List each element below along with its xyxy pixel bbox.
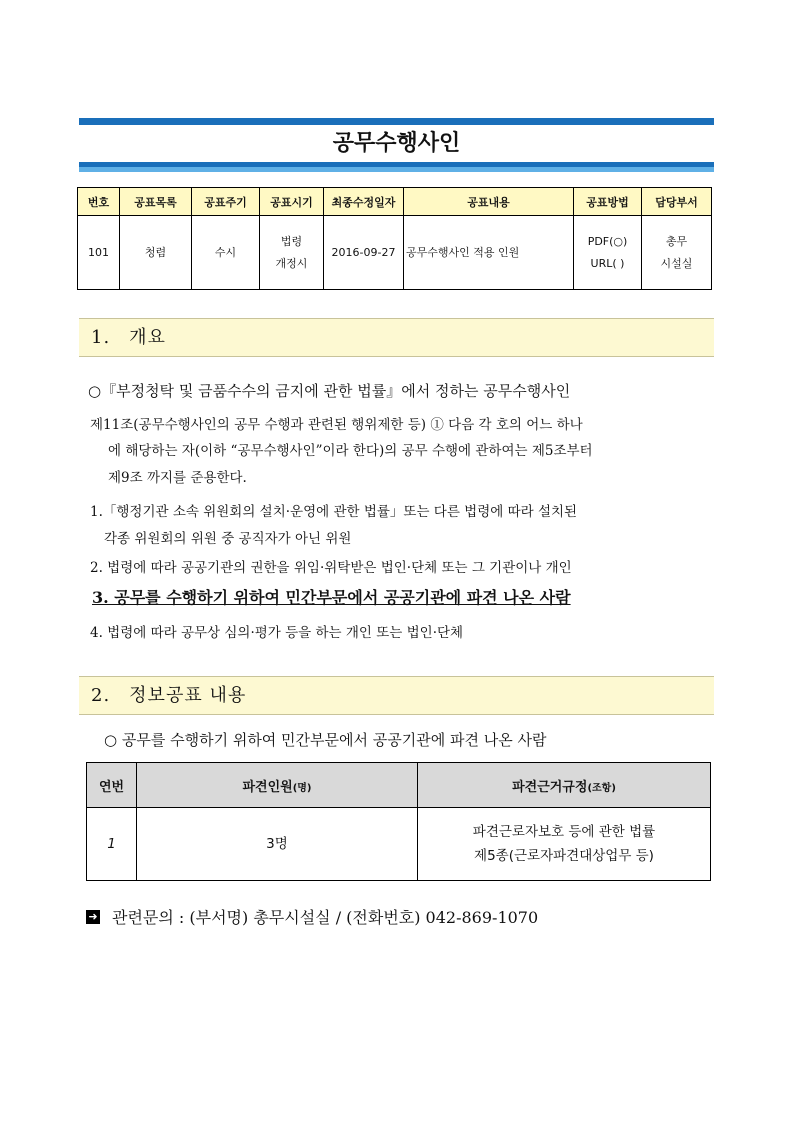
cell-count: 3명 [137,808,418,881]
column-header: 번호 [78,188,120,216]
section1-header [79,318,714,357]
dispatch-table-header-row [87,763,711,808]
column-header-count-unit: (명) [292,782,312,794]
section1-item1-line2: 각종 위원회의 위원 중 공직자가 아닌 위원 [104,531,352,547]
cell-timing-line2: 개정시 [275,256,308,270]
cell-cycle: 수시 [192,216,260,290]
column-header-serial: 연번 [87,763,137,808]
section1-article-line3: 제9조 까지를 준용한다. [108,470,247,486]
disclosure-table [77,187,712,290]
section1-item3: 3. 공무를 수행하기 위하여 민간부문에서 공공기관에 파견 나온 사람 [92,588,571,607]
page-title: 공무수행사인 [332,131,461,156]
column-header: 공표방법 [574,188,642,216]
section1-article-line2: 에 해당하는 자(이하 “공무수행사인”이라 한다)의 공무 수행에 관하여는 제5조부터 [108,443,593,459]
column-header: 공표목록 [120,188,192,216]
cell-number: 101 [78,216,120,290]
cell-modified-date: 2016-09-27 [324,216,404,290]
cell-department-line2: 시설실 [660,256,693,270]
arrow-right-icon: ➜ [86,910,100,924]
section1-title: 1. 개요 [91,327,166,348]
cell-method-line1: PDF(○) [587,234,628,248]
column-header-rule [418,763,711,808]
table-row [78,216,712,290]
column-header: 최종수정일자 [324,188,404,216]
contact-info: 관련문의 : (부서명) 총무시설실 / (전화번호) 042-869-1070 [112,908,539,927]
cell-serial: 1 [87,808,137,881]
cell-method-line2: URL( ) [590,256,625,270]
section1-intro: ○『부정청탁 및 금품수수의 금지에 관한 법률』에서 정하는 공무수행사인 [88,382,571,400]
column-header: 공표내용 [404,188,574,216]
section2-header [79,676,714,715]
column-header-count-label: 파견인원 [242,779,293,795]
column-header: 담당부서 [642,188,712,216]
cell-rule-line1: 파견근로자보호 등에 관한 법률 [472,824,656,840]
cell-timing-line1: 법령 [280,234,303,248]
column-header: 공표시기 [260,188,324,216]
cell-timing [260,216,324,290]
column-header: 공표주기 [192,188,260,216]
title-bottom-accent-bar [79,167,714,172]
dispatch-table [86,762,711,881]
cell-rule [418,808,711,881]
section1-item2: 2. 법령에 따라 공공기관의 권한을 위임·위탁받은 법인·단체 또는 그 기관이나 개인 [90,560,572,576]
section1-item1-line1: 1.「행정기관 소속 위원회의 설치·운영에 관한 법률」또는 다른 법령에 따라 설치된 [90,504,578,520]
column-header-rule-label: 파견근거규정 [512,779,588,795]
column-header-count [137,763,418,808]
cell-rule-line2: 제5종(근로자파견대상업무 등) [474,848,654,864]
section2-subtitle: ○ 공무를 수행하기 위하여 민간부문에서 공공기관에 파견 나온 사람 [104,731,547,749]
section2-title: 2. 정보공표 내용 [91,685,247,706]
title-top-bar [79,118,714,125]
cell-list: 청렴 [120,216,192,290]
cell-department-line1: 총무 [665,234,688,248]
section1-article-line1: 제11조(공무수행사인의 공무 수행과 관련된 행위제한 등) ① 다음 각 호의 어느 하나 [90,417,583,433]
section1-item4: 4. 법령에 따라 공무상 심의·평가 등을 하는 개인 또는 법인·단체 [90,625,464,641]
disclosure-table-header-row [78,188,712,216]
cell-department [642,216,712,290]
column-header-rule-unit: (조항) [587,782,616,794]
table-row [87,808,711,881]
cell-content: 공무수행사인 적용 인원 [404,216,574,290]
cell-method [574,216,642,290]
